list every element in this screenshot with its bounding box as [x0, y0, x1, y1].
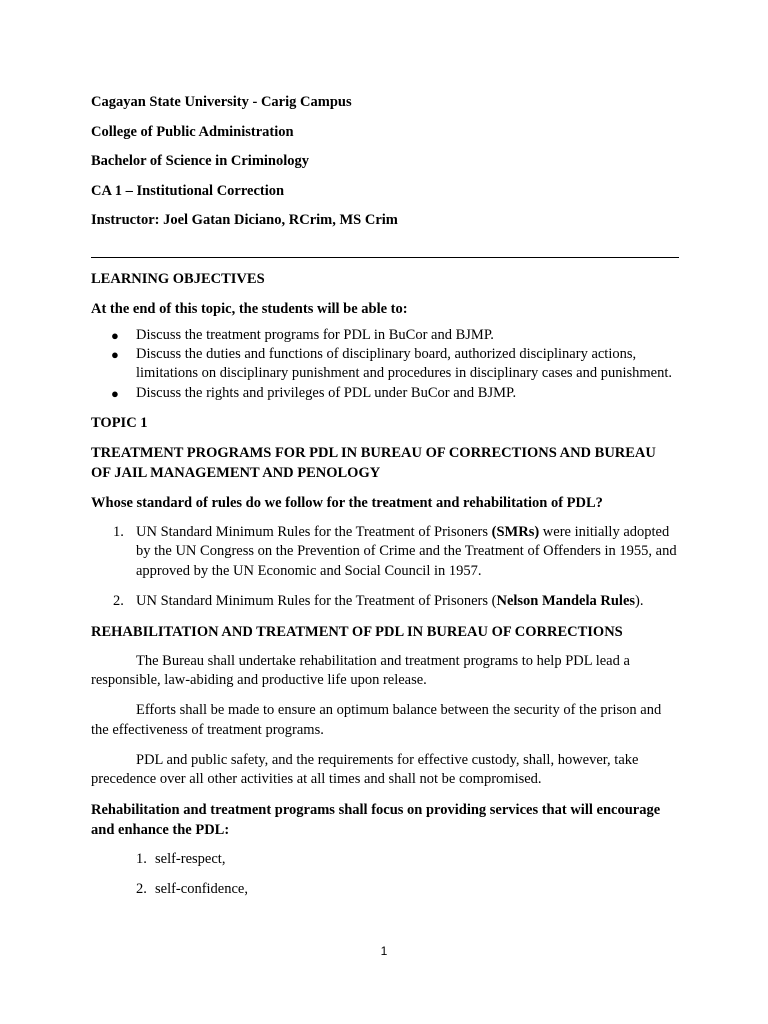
rule-emphasis: (SMRs) [491, 523, 540, 540]
objectives-intro: At the end of this topic, the students will be able to: [91, 301, 408, 317]
rules-list [91, 523, 679, 612]
focus-text: self-confidence, [155, 881, 248, 898]
rule-text: UN Standard Minimum Rules for the Treatment of Prisoners ( [136, 592, 497, 609]
list-number: 1. [113, 523, 124, 540]
paragraph: The Bureau shall undertake rehabilitation and treatment programs to help PDL lead a responsible, law-abiding and productive life upon release. [91, 652, 630, 689]
focus-text: self-respect, [155, 851, 226, 868]
objectives-heading: LEARNING OBJECTIVES [91, 271, 265, 287]
topic-title: TREATMENT PROGRAMS FOR PDL IN BUREAU OF CORRECTIONS AND BUREAU OF JAIL MANAGEMENT AND PENOLOGY [91, 444, 656, 481]
topic-label: TOPIC 1 [91, 414, 148, 431]
list-item [91, 880, 679, 900]
course-title: CA 1 – Institutional Correction [91, 182, 285, 199]
focus-heading: Rehabilitation and treatment programs shall focus on providing services that will encourage and enhance the PDL: [91, 802, 661, 839]
rule-text: ). [635, 592, 644, 609]
rehab-heading: REHABILITATION AND TREATMENT OF PDL IN BUREAU OF CORRECTIONS [91, 623, 623, 640]
list-item [91, 384, 679, 403]
bullet-icon: ● [111, 328, 119, 343]
bullet-icon: ● [111, 347, 119, 363]
objectives-list [91, 326, 679, 403]
college-name: College of Public Administration [91, 123, 294, 140]
paragraph: Efforts shall be made to ensure an optimum balance between the security of the prison and the effectiveness of treatment programs. [91, 702, 662, 738]
topic-question: Whose standard of rules do we follow for the treatment and rehabilitation of PDL? [91, 494, 603, 511]
rule-text: UN Standard Minimum Rules for the Treatment of Prisoners [136, 523, 492, 540]
header-divider [91, 257, 679, 258]
list-number: 1. [136, 851, 147, 868]
page-number: 1 [380, 944, 388, 958]
instructor-line: Instructor: Joel Gatan Diciano, RCrim, MS Crim [91, 212, 398, 228]
list-number: 2. [136, 881, 147, 898]
rule-emphasis: Nelson Mandela Rules [496, 592, 636, 609]
objective-text: Discuss the rights and privileges of PDL under BuCor and BJMP. [136, 384, 517, 401]
list-item [91, 850, 679, 870]
list-item [91, 345, 679, 383]
list-item [91, 523, 679, 582]
list-item [91, 326, 679, 345]
program-name: Bachelor of Science in Criminology [91, 153, 310, 169]
bullet-icon: ● [111, 385, 119, 401]
list-item [91, 592, 679, 612]
university-name: Cagayan State University - Carig Campus [91, 94, 352, 110]
list-number: 2. [113, 592, 124, 609]
objective-text: Discuss the duties and functions of disciplinary board, authorized disciplinary actions, limitations on disciplinary punishment and procedures in disciplinary cases and punishment. [136, 346, 672, 382]
document-page [91, 92, 679, 910]
rule-text: were initially adopted by the UN Congress on the Prevention of Crime and the Treatment of Offenders in 1955, and approved by the UN Economic and Social Council in 1957. [136, 523, 677, 579]
objective-text: Discuss the treatment programs for PDL in BuCor and BJMP. [136, 327, 494, 343]
paragraph: PDL and public safety, and the requirements for effective custody, shall, however, take precedence over all other activities at all times and shall not be compromised. [91, 751, 639, 788]
focus-list [91, 850, 679, 900]
